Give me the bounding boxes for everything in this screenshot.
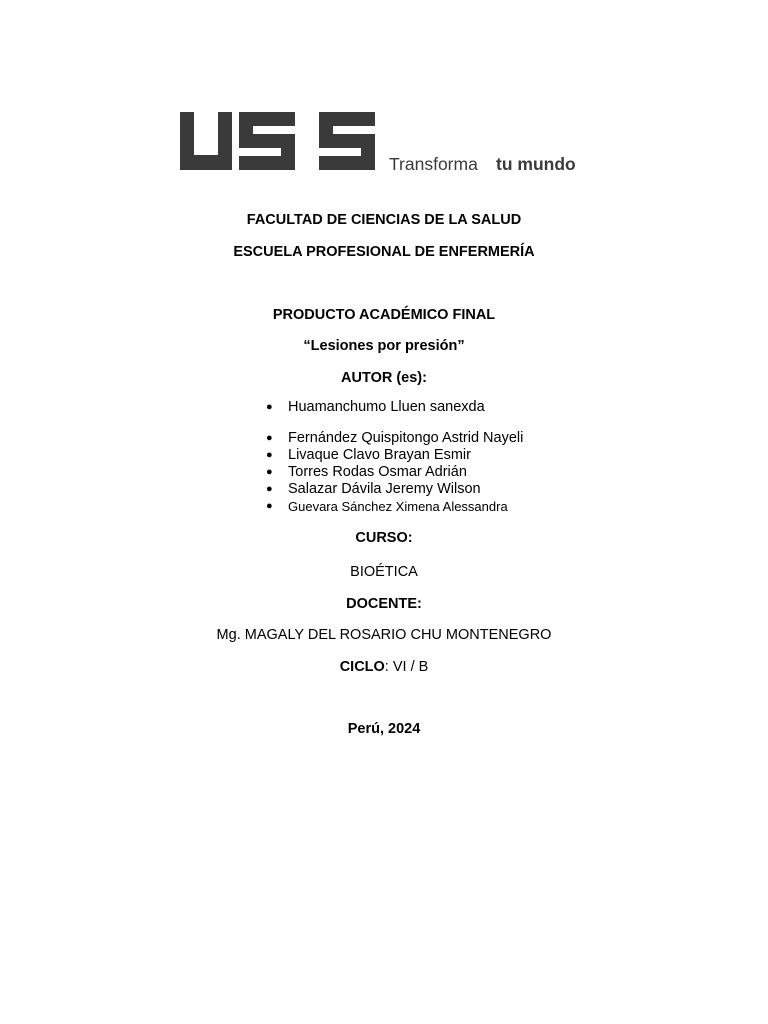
bullet-icon: ● — [266, 466, 273, 478]
author-item — [264, 430, 523, 447]
author-item — [264, 481, 523, 498]
tagline-regular: Transforma — [389, 154, 478, 174]
course-value: BIOÉTICA — [350, 564, 418, 580]
author-name: Huamanchumo Lluen sanexda — [288, 399, 485, 415]
tagline-bold: tu mundo — [496, 154, 576, 174]
school-heading: ESCUELA PROFESIONAL DE ENFERMERÍA — [233, 244, 535, 260]
place-year: Perú, 2024 — [347, 721, 421, 737]
bullet-icon: ● — [266, 449, 273, 461]
author-item — [264, 399, 523, 416]
author-name: Salazar Dávila Jeremy Wilson — [288, 481, 481, 497]
cycle-value: : VI / B — [384, 659, 429, 675]
authors-label: AUTOR (es): — [341, 370, 427, 386]
bullet-icon: ● — [266, 500, 273, 512]
author-item — [264, 498, 523, 515]
document-title: “Lesiones por presión” — [303, 338, 465, 354]
author-name: Livaque Clavo Brayan Esmir — [288, 447, 471, 463]
bullet-icon: ● — [266, 483, 273, 495]
uss-logo — [179, 110, 591, 174]
cycle-line — [0, 659, 768, 675]
course-label: CURSO: — [355, 530, 413, 546]
author-item — [264, 447, 523, 464]
bullet-icon: ● — [266, 401, 273, 413]
author-name: Torres Rodas Osmar Adrián — [288, 464, 467, 480]
author-item — [264, 464, 523, 481]
author-list — [264, 399, 523, 515]
teacher-label: DOCENTE: — [346, 596, 422, 612]
author-name: Fernández Quispitongo Astrid Nayeli — [288, 430, 524, 446]
cycle-label: CICLO — [339, 659, 385, 675]
product-heading: PRODUCTO ACADÉMICO FINAL — [272, 307, 496, 323]
teacher-value: Mg. MAGALY DEL ROSARIO CHU MONTENEGRO — [216, 627, 552, 643]
faculty-heading: FACULTAD DE CIENCIAS DE LA SALUD — [246, 212, 522, 228]
bullet-icon: ● — [266, 432, 273, 444]
author-name: Guevara Sánchez Ximena Alessandra — [288, 499, 508, 514]
